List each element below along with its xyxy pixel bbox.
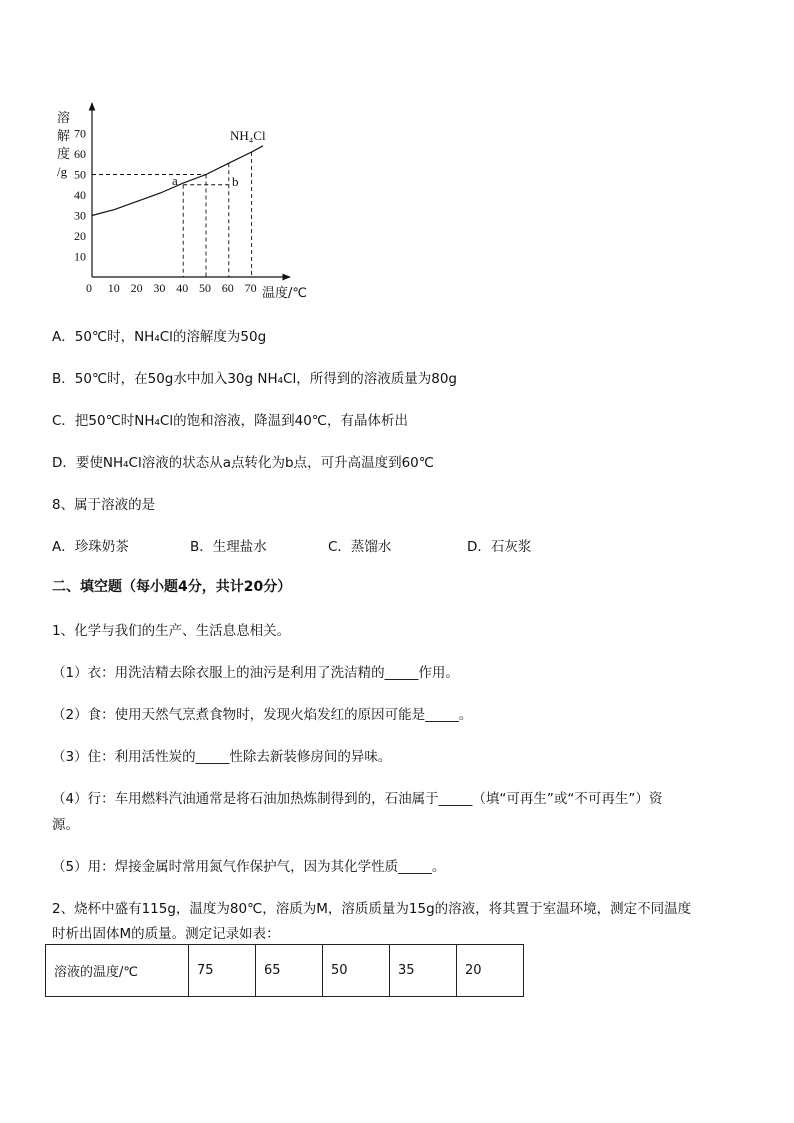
section-2-title: 二、填空题（每小题4分，共计20分） [52,579,292,595]
solubility-graph [40,95,360,305]
q8-option-a: A．珍珠奶茶 [52,539,129,555]
q8-option-c: C．蒸馏水 [328,539,392,555]
q8-option-b: B．生理盐水 [190,539,267,555]
fill1-part4-cont: 源。 [52,817,79,833]
y-label-1: 溶 [57,111,71,126]
curve-label: NH₄Cl [230,128,266,143]
y-tick-labels [74,127,86,264]
table-cell: 50 [323,945,390,997]
x-tick-label: 40 [176,281,189,295]
y-tick-label: 70 [74,126,86,141]
fill2-stem-cont: 时析出固体M的质量。测定记录如表： [52,926,280,942]
x-tick-label: 0 [86,281,92,295]
x-axis-label: 温度/℃ [262,286,307,301]
y-tick-label: 60 [74,147,86,161]
table-row [46,945,524,997]
x-tick-label: 70 [244,281,257,295]
y-label-2: 解 [57,129,71,144]
fill2-stem: 2、烧杯中盛有115g，温度为80℃，溶质为M，溶质质量为15g的溶液，将其置于室温环境，测定不同温度 [52,901,692,917]
point-a-label: a [172,173,178,188]
fill1-part3: （3）住：利用活性炭的_____性除去新装修房间的异味。 [52,749,392,765]
x-tick-labels [86,281,257,295]
y-tick-label: 20 [74,229,86,243]
x-tick-label: 10 [107,281,120,295]
table-cell: 20 [457,945,524,997]
fill1-part4: （4）行：车用燃料汽油通常是将石油加热炼制得到的，石油属于_____（填“可再生”或“不可再生”）资 [52,791,663,807]
y-label-3: 度 [57,147,71,162]
table-cell: 75 [189,945,256,997]
fill1-part5: （5）用：焊接金属时常用氮气作保护气，因为其化学性质_____。 [52,859,446,875]
q7-option-b: B．50℃时，在50g水中加入30g NH₄Cl，所得到的溶液质量为80g [52,371,457,387]
q7-option-c: C．把50℃时NH₄Cl的饱和溶液，降温到40℃，有晶体析出 [52,413,408,429]
x-tick-label: 60 [221,281,234,295]
q7-option-d: D．要使NH₄Cl溶液的状态从a点转化为b点，可升高温度到60℃ [52,455,434,471]
q8-option-d: D．石灰浆 [467,539,532,555]
fill1-stem: 1、化学与我们的生产、生活息息相关。 [52,623,291,639]
y-tick-label: 40 [74,188,86,202]
point-b-label: b [232,174,239,189]
y-tick-label: 50 [74,167,86,182]
table-cell: 35 [390,945,457,997]
y-tick-label: 10 [74,249,86,264]
fill1-part2: （2）食：使用天然气烹煮食物时，发现火焰发红的原因可能是_____。 [52,707,473,723]
x-tick-label: 30 [153,281,166,295]
record-table [45,944,524,997]
y-tick-label: 30 [74,208,86,223]
fill1-part1: （1）衣：用洗洁精去除衣服上的油污是利用了洗洁精的_____作用。 [52,665,459,681]
table-cell: 65 [256,945,323,997]
q8-stem: 8、属于溶液的是 [52,497,156,513]
x-tick-label: 20 [130,281,143,295]
x-tick-label: 50 [199,281,211,295]
y-label-4: /g [57,164,68,179]
dashed-guides [92,152,252,277]
q7-option-a: A．50℃时，NH₄Cl的溶解度为50g [52,329,267,345]
table-header-cell: 溶液的温度/℃ [46,945,189,997]
